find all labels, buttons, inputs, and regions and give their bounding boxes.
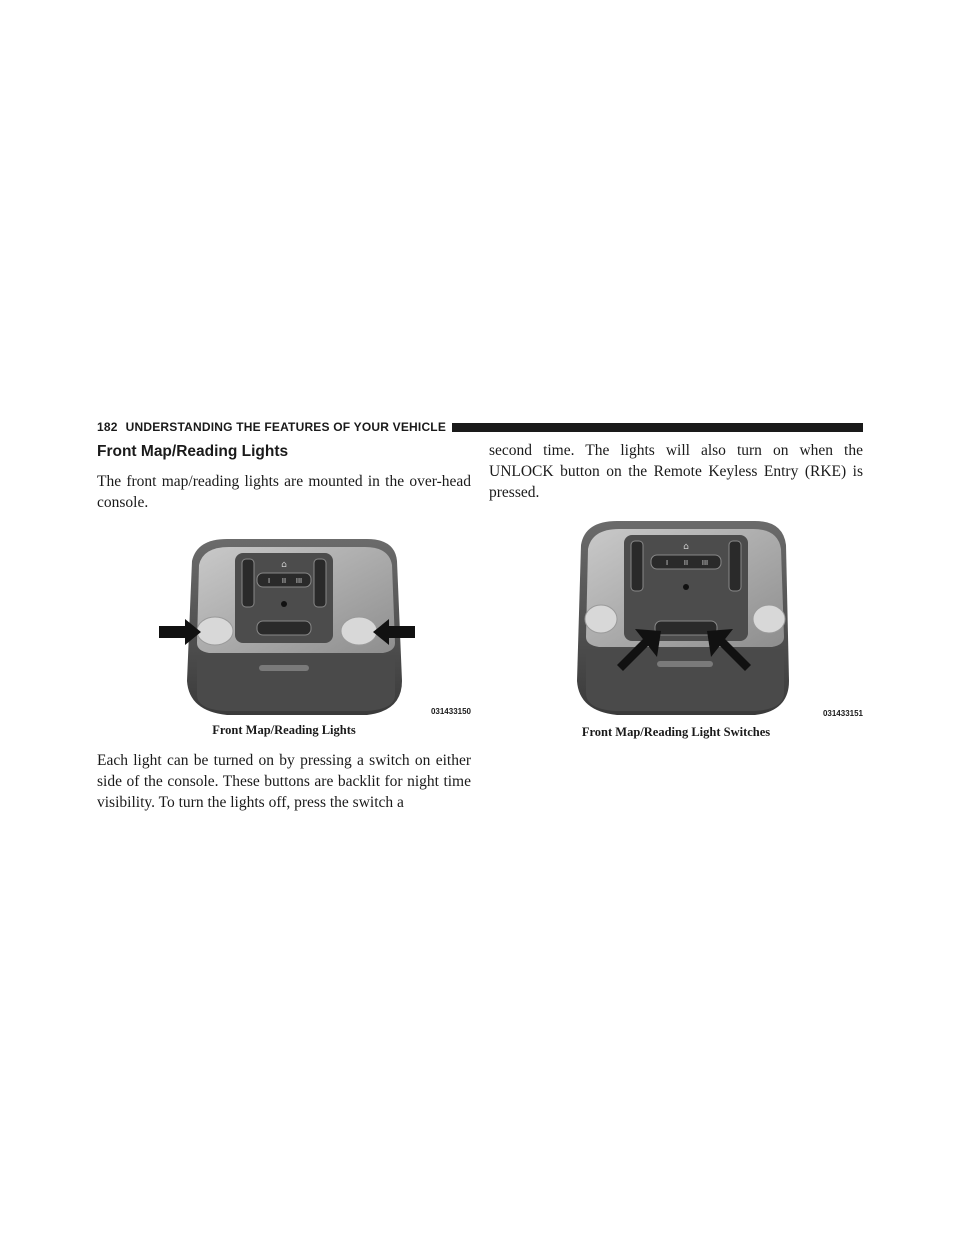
page-header xyxy=(97,417,863,437)
svg-text:II: II xyxy=(281,577,287,585)
page-number: 182 xyxy=(97,420,118,434)
paragraph-3: second time. The lights will also turn on when the UNLOCK button on the Remote Keyless Entry (RKE) is pressed. xyxy=(489,442,863,501)
left-column xyxy=(97,440,471,813)
svg-text:III: III xyxy=(295,577,303,585)
figure-caption: Front Map/Reading Lights xyxy=(212,723,356,737)
svg-text:I: I xyxy=(267,577,271,585)
right-column xyxy=(489,440,863,740)
svg-text:III: III xyxy=(701,559,709,567)
overhead-console-illustration xyxy=(97,531,471,721)
header-rule xyxy=(452,423,863,432)
right-lens xyxy=(341,617,377,645)
svg-text:II: II xyxy=(683,559,689,567)
figure-light-switches xyxy=(489,515,863,723)
paragraph-1: The front map/reading lights are mounted in the over-head console. xyxy=(97,473,471,511)
svg-text:⌂: ⌂ xyxy=(281,560,287,570)
paragraph-2: Each light can be turned on by pressing a switch on either side of the console. These buttons are backlit for night time visibility. To turn the lights off, press the switch a xyxy=(97,752,471,811)
section-title: UNDERSTANDING THE FEATURES OF YOUR VEHICLE xyxy=(125,420,447,434)
svg-text:I: I xyxy=(665,559,669,567)
figure-front-lights xyxy=(97,531,471,721)
reading-light-switches xyxy=(257,621,311,635)
overhead-console-switches-illustration xyxy=(489,515,863,723)
figure-code: 031433151 xyxy=(822,709,863,718)
section-heading: Front Map/Reading Lights xyxy=(97,443,289,460)
figure-caption: Front Map/Reading Light Switches xyxy=(581,725,771,739)
svg-text:⌂: ⌂ xyxy=(683,542,689,552)
figure-code: 031433150 xyxy=(430,707,471,716)
left-lens xyxy=(197,617,233,645)
